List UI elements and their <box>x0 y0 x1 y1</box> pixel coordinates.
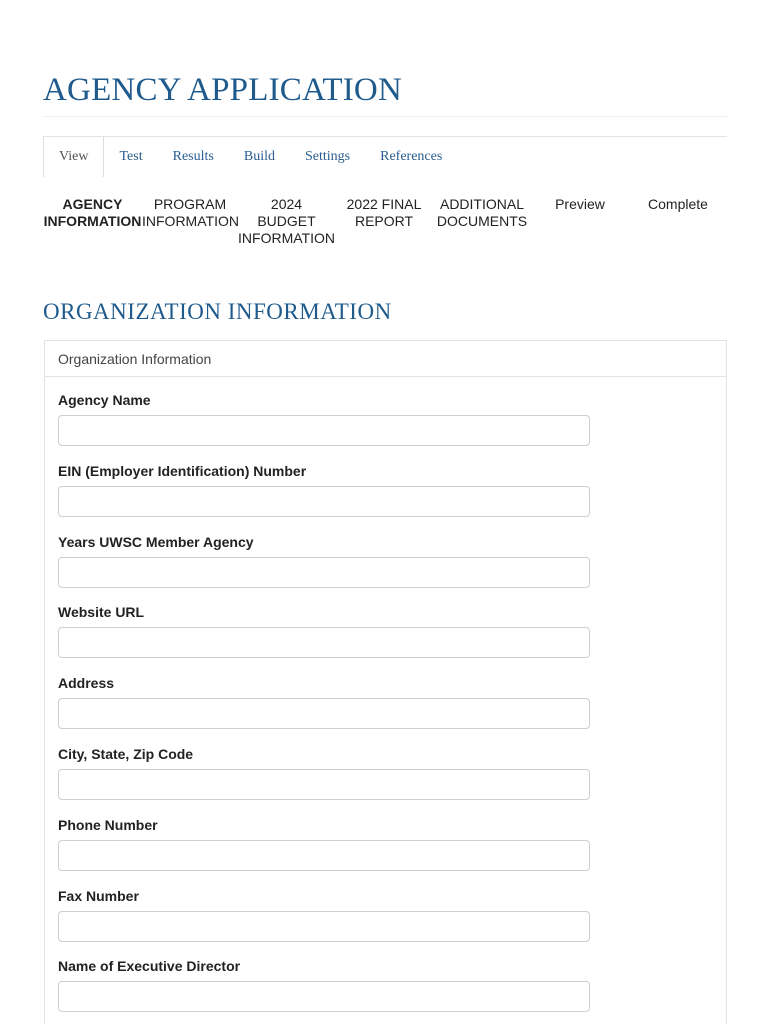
wizard-step-complete[interactable] <box>629 196 727 247</box>
organization-info-panel <box>44 340 727 1024</box>
wizard-step-label: PROGRAM INFORMATION <box>142 196 239 229</box>
city-state-zip-group <box>58 746 726 812</box>
wizard-step-label: Complete <box>648 196 708 212</box>
agency-name-group <box>58 392 726 458</box>
tab-references[interactable]: References <box>380 149 443 164</box>
years-member-label: Years UWSC Member Agency <box>58 533 254 550</box>
section-title: ORGANIZATION INFORMATION <box>43 299 392 324</box>
page-title: AGENCY APPLICATION <box>43 72 402 108</box>
wizard-steps <box>43 196 727 247</box>
phone-number-input[interactable] <box>58 840 590 871</box>
tab-results[interactable]: Results <box>172 149 214 164</box>
wizard-step-final-report[interactable] <box>335 196 433 247</box>
tab-build[interactable]: Build <box>243 149 275 164</box>
address-input[interactable] <box>58 698 590 729</box>
years-member-group <box>58 534 726 600</box>
tab-settings[interactable]: Settings <box>304 149 351 164</box>
ein-label: EIN (Employer Identification) Number <box>58 462 307 479</box>
tab-view[interactable]: View <box>43 137 104 177</box>
city-state-zip-label: City, State, Zip Code <box>58 745 194 762</box>
agency-name-label: Agency Name <box>58 392 151 408</box>
years-member-input[interactable] <box>58 557 590 588</box>
fax-number-group <box>58 888 726 954</box>
wizard-step-label: ADDITIONAL DOCUMENTS <box>436 196 528 229</box>
wizard-step-label: AGENCY INFORMATION <box>43 196 142 229</box>
phone-number-label: Phone Number <box>58 816 158 833</box>
tab-test[interactable]: Test <box>119 149 143 164</box>
panel-heading: Organization Information <box>45 341 726 377</box>
executive-director-input[interactable] <box>58 981 590 1012</box>
form-fields <box>45 377 726 1024</box>
website-url-group <box>58 604 726 670</box>
wizard-step-label: 2024 BUDGET INFORMATION <box>238 196 335 246</box>
wizard-step-budget-information[interactable] <box>238 196 335 247</box>
website-url-input[interactable] <box>58 627 590 658</box>
wizard-step-agency-information[interactable] <box>43 196 142 247</box>
city-state-zip-input[interactable] <box>58 769 590 800</box>
address-label: Address <box>58 675 115 692</box>
executive-director-label: Name of Executive Director <box>58 958 241 975</box>
website-url-label: Website URL <box>58 604 145 621</box>
ein-input[interactable] <box>58 486 590 517</box>
wizard-step-label: Preview <box>555 196 605 212</box>
wizard-step-additional-documents[interactable] <box>433 196 531 247</box>
agency-name-input[interactable] <box>58 415 590 446</box>
title-divider <box>43 116 727 117</box>
fax-number-label: Fax Number <box>58 887 139 904</box>
ein-group <box>58 463 726 529</box>
fax-number-input[interactable] <box>58 911 590 942</box>
wizard-step-program-information[interactable] <box>142 196 238 247</box>
phone-number-group <box>58 817 726 883</box>
form-tabs <box>43 136 727 177</box>
executive-director-group <box>58 958 726 1024</box>
address-group <box>58 675 726 741</box>
wizard-step-label: 2022 FINAL REPORT <box>346 196 422 229</box>
wizard-step-preview[interactable] <box>531 196 629 247</box>
